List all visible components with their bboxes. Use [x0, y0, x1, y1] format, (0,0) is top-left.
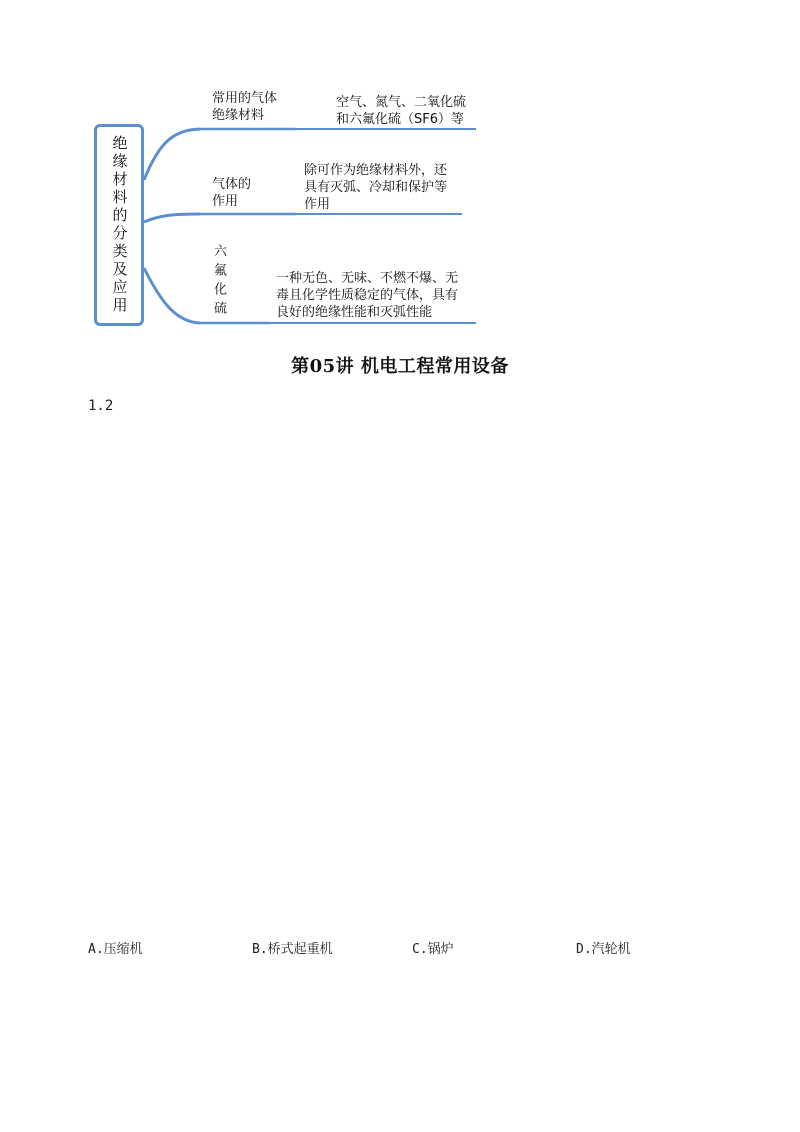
branch-connector-3: [144, 268, 200, 323]
option-c[interactable]: [412, 938, 454, 957]
option-c-text: 锅炉: [427, 942, 454, 957]
option-b[interactable]: [252, 938, 333, 957]
branch-detail-3: 一种无色、无味、不燃不爆、无 毒且化学性质稳定的气体，具有 良好的绝缘性能和灭弧性能: [276, 271, 459, 320]
option-b-text: 桥式起重机: [267, 942, 333, 957]
mindmap-root-node: [94, 124, 144, 326]
answer-options: [88, 938, 748, 958]
branch-label-1: 常用的气体 绝缘材料: [212, 91, 278, 123]
option-d[interactable]: [576, 938, 631, 957]
mindmap-diagram: [0, 0, 800, 340]
option-c-letter: C.: [412, 942, 428, 957]
mindmap-root-label: 绝缘材料的分类及应用: [110, 135, 129, 315]
branch-label-3: 六氟化硫: [211, 244, 226, 320]
option-d-letter: D.: [576, 942, 592, 957]
option-a[interactable]: [88, 938, 143, 957]
option-b-letter: B.: [252, 942, 268, 957]
branch-detail-2: 除可作为绝缘材料外，还 具有灭弧、冷却和保护等 作用: [304, 163, 448, 212]
branch-connector-1: [144, 129, 200, 180]
option-a-text: 压缩机: [103, 942, 143, 957]
question-number: 1.2: [88, 398, 114, 414]
option-d-text: 汽轮机: [591, 942, 631, 957]
branch-detail-1: 空气、氮气、二氧化硫 和六氟化硫（SF6）等: [336, 95, 467, 127]
option-a-letter: A.: [88, 942, 104, 957]
branch-connector-2: [144, 214, 200, 222]
page-title: 第05讲 机电工程常用设备: [291, 356, 509, 377]
branch-label-2: 气体的 作用: [212, 177, 252, 209]
